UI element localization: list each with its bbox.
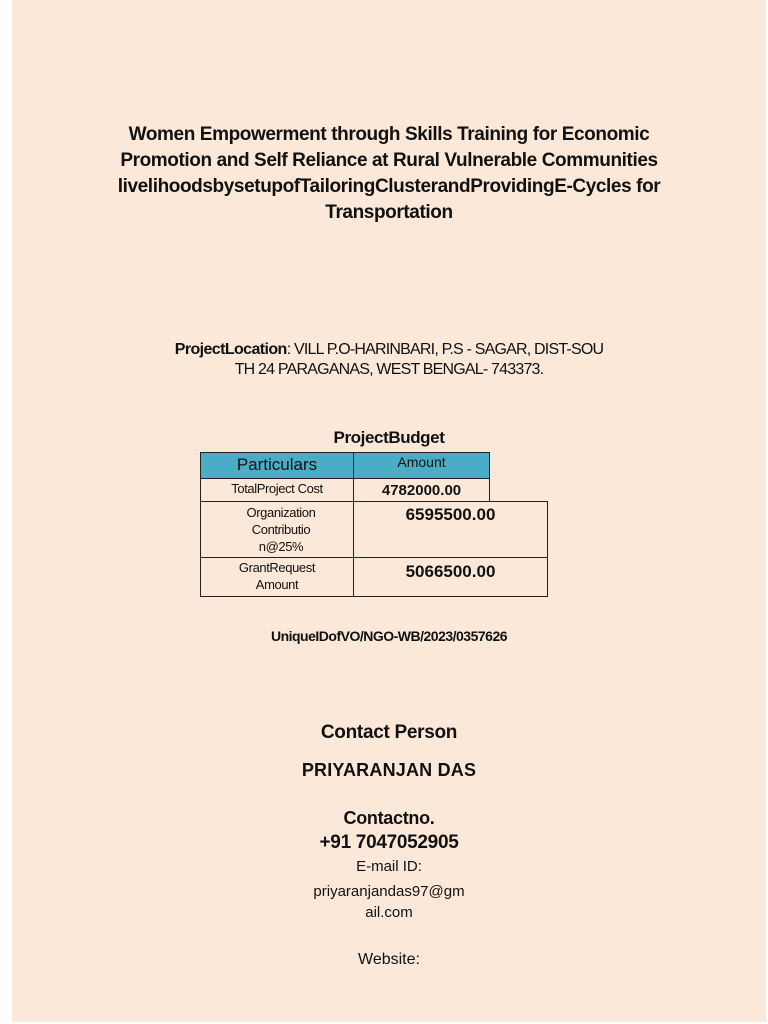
row-grant-label: GrantRequest Amount xyxy=(200,557,354,597)
row-contribution-label: Organization Contributio n@25% xyxy=(200,501,354,558)
title-line: livelihoodsbysetupofTailoringClusterandProvidingE-Cycles for xyxy=(117,176,661,197)
location-line-2: TH 24 PARAGANAS, WEST BENGAL- 743373. xyxy=(234,361,544,378)
location-line-1: : VILL P.O-HARINBARI, P.S - SAGAR, DIST-SOU xyxy=(286,341,604,358)
header-particulars: Particulars xyxy=(200,452,354,479)
location-label: ProjectLocation xyxy=(174,341,287,358)
email-address: priyaranjandas97@gm ail.com xyxy=(313,883,465,921)
project-location xyxy=(0,340,768,380)
row-grant-amount: 5066500.00 xyxy=(353,557,548,597)
header-amount: Amount xyxy=(353,452,490,479)
row-total-amount: 4782000.00 xyxy=(353,478,490,502)
title-line: Transportation xyxy=(325,202,453,223)
unique-id: UniqueIDofVO/NGO-WB/2023/0357626 xyxy=(270,628,508,644)
website-label: Website: xyxy=(358,951,420,968)
project-title xyxy=(0,122,768,226)
contact-heading: Contact Person xyxy=(320,722,458,743)
email-label: E-mail ID: xyxy=(356,858,422,875)
contact-number: +91 7047052905 xyxy=(319,832,459,853)
title-line: Promotion and Self Reliance at Rural Vulnerable Communities xyxy=(120,150,658,171)
row-total-label: TotalProject Cost xyxy=(200,478,354,502)
title-line: Women Empowerment through Skills Training for Economic xyxy=(128,124,650,145)
contact-name: PRIYARANJAN DAS xyxy=(301,760,477,780)
budget-title: ProjectBudget xyxy=(333,428,445,447)
contact-number-label: Contactno. xyxy=(343,808,435,828)
row-contribution-amount: 6595500.00 xyxy=(353,501,548,558)
